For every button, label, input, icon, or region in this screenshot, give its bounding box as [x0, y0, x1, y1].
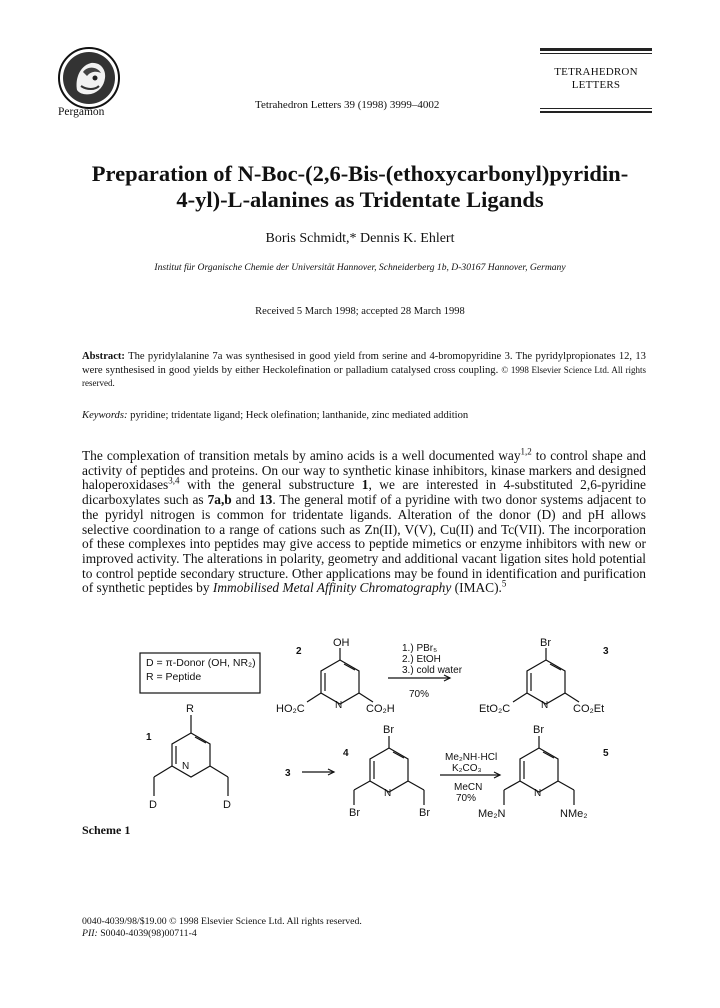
reference-superscript: 1,2	[520, 446, 532, 457]
legend-peptide: R = Peptide	[146, 671, 202, 683]
publisher-name: Pergamon	[58, 106, 105, 118]
body-text: The complexation of transition metals by amino acids is a well documented way	[82, 448, 521, 463]
substituent-Br: Br	[383, 724, 394, 736]
ring-1	[172, 733, 210, 777]
body-text: and	[231, 492, 259, 508]
substituent-Br: Br	[540, 637, 551, 649]
reagent-K2CO3: K₂CO₃	[452, 763, 482, 774]
footer-copyright: 0040-4039/98/$19.00 © 1998 Elsevier Science Ltd. All rights reserved.	[82, 916, 362, 927]
footer	[82, 916, 362, 940]
body-text: , we are interested in 4-substituted 2,6-pyridine dicarboxylates such as	[82, 477, 646, 508]
substituent-Me2N: Me₂N	[478, 808, 506, 820]
donor-right: D	[223, 799, 231, 811]
abstract-label: Abstract:	[82, 351, 125, 362]
keywords-label: Keywords:	[82, 410, 128, 421]
ring-5	[520, 748, 558, 792]
compound-number: 13	[258, 492, 273, 508]
ring-nitrogen: N	[384, 788, 392, 799]
substituent-R: R	[186, 703, 194, 715]
compound-label-2: 2	[296, 646, 302, 657]
reference-superscript: 3,4	[168, 475, 180, 486]
reagent-MeCN: MeCN	[454, 782, 483, 793]
substituent-HO2C: HO₂C	[276, 703, 305, 715]
compound-label-4: 4	[343, 748, 349, 759]
pii-label: PII:	[82, 928, 98, 939]
title-line2: 4-yl)-L-alanines as Tridentate Ligands	[176, 187, 544, 212]
compound-label-1: 1	[146, 732, 152, 743]
substituent-Br: Br	[419, 807, 430, 819]
reagent-PBr5: 1.) PBr₅	[402, 643, 438, 654]
ring-nitrogen: N	[541, 700, 549, 711]
affiliation: Institut für Organische Chemie der Universität Hannover, Schneiderberg 1b, D-30167 Hannover, Germany	[154, 262, 566, 273]
body-text: . The general motif of a pyridine with two donor systems adjacent to the pyridyl nitrogen is common for tridentate ligands. Alteration of the donor (D) and pH allows selective coordination to a range of cations such as Zn(II), V(V), Cu(II) and Tc(VII). The incorporation of these complexes into peptides may give access to peptide mimetics or enzyme inhibitors with new or improved activity. The alterations in polarity, geometry and additional vacant ligation sites hold potential to control peptide secondary structure. Other applications may be found in identification and purification of synthetic peptides by	[82, 492, 647, 596]
ring-nitrogen: N	[534, 788, 542, 799]
reagent-EtOH: 2.) EtOH	[402, 654, 441, 665]
reference-superscript: 5	[501, 578, 507, 589]
substituent-CO2Et: CO₂Et	[573, 703, 605, 715]
body-italic-term: Immobilised Metal Affinity Chromatography	[212, 580, 452, 596]
compound-label-3: 3	[603, 646, 609, 657]
compound-label-5: 5	[603, 748, 609, 759]
ring-nitrogen: N	[182, 761, 190, 772]
yield-step-b: 70%	[456, 793, 477, 804]
substituent-CO2H: CO₂H	[366, 703, 395, 715]
body-text: with the general substructure	[179, 477, 362, 493]
substituent-Br: Br	[349, 807, 360, 819]
ring-3	[527, 660, 565, 704]
ring-nitrogen: N	[335, 700, 343, 711]
substituent-OH: OH	[333, 637, 350, 649]
body-text: (IMAC).	[451, 580, 502, 596]
yield-step-a: 70%	[409, 689, 430, 700]
keywords-text: pyridine; tridentate ligand; Heck olefination; lanthanide, zinc mediated addition	[130, 410, 469, 421]
pii-value: S0040-4039(98)00711-4	[100, 928, 197, 939]
footer-pii	[82, 928, 362, 940]
substituent-Br: Br	[533, 724, 544, 736]
title-line1: Preparation of N-Boc-(2,6-Bis-(ethoxycarbonyl)pyridin-	[91, 161, 629, 186]
abstract-copyright: © 1998 Elsevier Science Ltd. All rights reserved.	[82, 364, 647, 389]
ring-2	[321, 660, 359, 704]
substituent-EtO2C: EtO₂C	[479, 703, 511, 715]
substituent-NMe2: NMe₂	[560, 808, 588, 820]
journal-citation: Tetrahedron Letters 39 (1998) 3999–4002	[255, 99, 440, 111]
journal-name-line2: LETTERS	[571, 78, 621, 91]
body-text: to control shape and activity of peptides and proteins. On our way to synthetic kinase inhibitors, kinase markers and designed haloperoxidases	[82, 448, 646, 493]
ring-4	[370, 748, 408, 792]
reagent-cold-water: 3.) cold water	[402, 665, 463, 676]
abstract-text: The pyridylalanine 7a was synthesised in good yield from serine and 4-bromopyridine 3. The pyridylpropionates 12, 13 were synthesised in good yields by either Heckolefination or palladium catalysed cross coupling.	[82, 351, 646, 376]
authors: Boris Schmidt,* Dennis K. Ehlert	[265, 231, 455, 246]
compound-ref-3: 3	[285, 768, 291, 779]
donor-left: D	[149, 799, 157, 811]
compound-number: 7a,b	[207, 492, 232, 508]
compound-number: 1	[361, 477, 369, 493]
scheme-caption: Scheme 1	[82, 823, 131, 837]
received-dates: Received 5 March 1998; accepted 28 March 1998	[255, 306, 465, 317]
reagent-dimethylamine: Me₂NH·HCl	[445, 752, 498, 763]
legend-donor: D = π-Donor (OH, NR₂)	[146, 657, 256, 669]
journal-name-line1: TETRAHEDRON	[554, 65, 638, 78]
